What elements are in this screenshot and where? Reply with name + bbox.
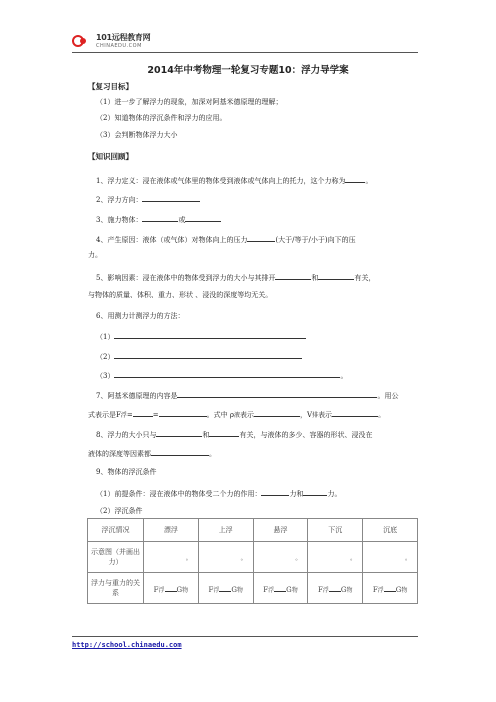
q4-text: 4、产生原因：液体（或气体）对物体向上的压力: [96, 236, 248, 244]
row-label: 浮力与重力的关系: [88, 573, 144, 604]
relation-blank[interactable]: [329, 583, 341, 592]
section-heading-review: 【知识回顾】: [88, 152, 133, 161]
q1-blank[interactable]: [345, 174, 365, 183]
q7-rep-1: 表示: [239, 411, 254, 419]
page-title: 2014年中考物理一轮复习专题10：浮力导学案: [147, 65, 349, 76]
q9-blank-2[interactable]: [303, 487, 327, 496]
q7-eq-1: =: [126, 411, 133, 419]
rel-gsub: 物: [236, 586, 243, 594]
q5-and: 和: [311, 274, 319, 282]
q7-formula: 式表示是F: [88, 411, 121, 419]
q6-blank-1[interactable]: [114, 330, 306, 339]
header-divider: [72, 52, 418, 53]
q1-text: 1、浮力定义：浸在液体或气体里的物体受到液体或气体向上的托力，这个力称为: [96, 177, 346, 185]
q4-cont: 力。: [88, 251, 102, 259]
footer-link[interactable]: http://school.chinaedu.com: [72, 641, 182, 649]
q7-sub-v: 排: [312, 412, 319, 419]
table-header: 上浮: [198, 519, 253, 542]
q6-line: 6、用测力计测浮力的方法：: [96, 312, 185, 320]
q3-line: [96, 213, 221, 225]
diagram-cell[interactable]: [144, 542, 199, 573]
goal-3: （3）会判断物体浮力大小: [96, 131, 178, 139]
q8-text-2: 有关，与液体的多少、容器的形状、浸没在: [239, 431, 373, 439]
relation-blank[interactable]: [165, 583, 177, 592]
q7-sub-f: 浮: [120, 412, 127, 419]
table-header: 沉底: [363, 519, 418, 542]
q3-blank-1[interactable]: [142, 213, 178, 222]
table-header-row: [88, 519, 418, 542]
relation-cell[interactable]: [308, 573, 363, 604]
rel-g: G: [231, 585, 237, 594]
q8-cont: [88, 447, 216, 459]
q2-blank[interactable]: [142, 193, 200, 202]
q6-item-3-label: （3）: [96, 372, 115, 380]
site-logo: [72, 34, 150, 50]
logo-sub: CHINAEDU.COM: [96, 43, 142, 49]
q9-2-line: （2）浮沉条件: [96, 507, 143, 515]
rel-gsub: 物: [182, 586, 189, 594]
q5-blank-2[interactable]: [318, 271, 354, 280]
q8-and: 和: [202, 431, 210, 439]
relation-cell[interactable]: [144, 573, 199, 604]
q9-1-and: 力和: [289, 490, 304, 498]
cell-mark: 。: [185, 554, 192, 562]
rel-f: F: [208, 585, 214, 594]
q6-blank-2[interactable]: [114, 350, 302, 359]
float-sink-table: [87, 518, 418, 604]
q9-1-end: 力。: [327, 490, 342, 498]
q5-line: [96, 271, 375, 283]
q7-blank-4[interactable]: [254, 408, 300, 417]
section-heading-goals: 【复习目标】: [88, 82, 133, 91]
q9-line: 9、物体的浮沉条件: [96, 468, 157, 476]
q8-end: 。: [209, 450, 216, 458]
q8-blank-1[interactable]: [156, 428, 202, 437]
rel-fsub: 浮: [158, 586, 165, 594]
diagram-cell[interactable]: [308, 542, 363, 573]
relation-cell[interactable]: [253, 573, 308, 604]
q9-blank-1[interactable]: [261, 487, 289, 496]
q7-blank-1[interactable]: [177, 389, 377, 398]
q7-rep-2: 表示: [318, 411, 333, 419]
q3-blank-2[interactable]: [185, 213, 221, 222]
row-label: 示意图（并画出力）: [88, 542, 144, 573]
q1-line: [96, 174, 372, 186]
diagram-cell[interactable]: [253, 542, 308, 573]
goal-1: （1）进一步了解浮力的现象，加深对阿基米德原理的理解；: [96, 98, 283, 106]
q2-line: [96, 193, 200, 205]
relation-cell[interactable]: [363, 573, 418, 604]
q7-line: [96, 389, 398, 401]
table-header: 下沉: [308, 519, 363, 542]
q9-1-text: （1）前提条件：浸在液体中的物体受二个力的作用：: [96, 490, 262, 498]
rel-f: F: [318, 585, 323, 594]
rel-gsub: 物: [401, 586, 408, 594]
q5-text: 5、影响因素：浸在液体中的物体受到浮力的大小与其排开: [96, 274, 276, 282]
q7-blank-3[interactable]: [159, 408, 207, 417]
q8-text-3: 液体的深度等因素都: [88, 450, 151, 458]
q5-text-2: 有关，: [354, 274, 376, 282]
table-row: [88, 542, 418, 573]
q9-1-line: [96, 487, 341, 499]
rel-g: G: [176, 585, 183, 594]
logo-icon: [72, 34, 94, 50]
q4-text-2: (大于/等于/小于)向下的压: [275, 236, 356, 244]
q4-line: [96, 233, 356, 245]
rel-f: F: [263, 585, 269, 594]
cell-mark: 。: [350, 554, 357, 562]
rel-gsub: 物: [346, 586, 353, 594]
rel-fsub: 浮: [377, 586, 384, 594]
cell-mark: 。: [295, 554, 302, 562]
q5-cont: 与物体的质量、体积、重力、形状 、浸没的深度等均无关。: [88, 291, 273, 299]
q7-text-2: 。用公: [377, 392, 399, 400]
q7-cont: [88, 408, 385, 421]
footer-divider: [72, 636, 418, 637]
relation-blank[interactable]: [219, 583, 231, 592]
q7-v: ，V: [299, 411, 313, 419]
q2-text: 2、浮力方向：: [96, 196, 143, 204]
cell-mark: 。: [404, 554, 411, 562]
q7-blank-5[interactable]: [332, 408, 378, 417]
rel-g: G: [286, 585, 292, 594]
q8-text: 8、浮力的大小只与: [96, 431, 157, 439]
q4-blank[interactable]: [247, 233, 275, 242]
diagram-cell[interactable]: [198, 542, 253, 573]
q6-item-2-label: （2）: [96, 353, 115, 361]
q6-blank-3[interactable]: [114, 369, 340, 378]
logo-brand: 101远程教育网: [96, 33, 151, 42]
table-row: [88, 573, 418, 604]
table-header: 漂浮: [144, 519, 199, 542]
q6-item-2: [96, 350, 302, 362]
q7-blank-2[interactable]: [133, 408, 153, 417]
q7-eq-2: =: [152, 411, 159, 419]
q5-blank-1[interactable]: [275, 271, 311, 280]
goal-2: （2）知道物体的浮沉条件和浮力的应用。: [96, 114, 227, 122]
diagram-cell[interactable]: [363, 542, 418, 573]
q3-text: 3、施力物体：: [96, 216, 143, 224]
q1-end: 。: [365, 177, 373, 185]
cell-mark: 。: [240, 554, 247, 562]
q7-rho: 。式中 ρ: [206, 411, 234, 419]
rel-fsub: 浮: [268, 586, 275, 594]
table-header: 浮沉情况: [88, 519, 144, 542]
rel-fsub: 浮: [322, 586, 329, 594]
relation-cell[interactable]: [198, 573, 253, 604]
q6-item-3: [96, 369, 347, 381]
q7-end: 。: [378, 411, 386, 419]
rel-g: G: [395, 585, 402, 594]
rel-g: G: [340, 585, 347, 594]
rel-gsub: 物: [291, 586, 298, 594]
q3-or: 或: [178, 216, 186, 224]
q7-sub-rho: 液: [233, 412, 240, 419]
q8-line: [96, 428, 372, 440]
rel-fsub: 浮: [213, 586, 220, 594]
table-header: 悬浮: [253, 519, 308, 542]
rel-f: F: [372, 585, 378, 594]
q6-end: 。: [340, 372, 348, 380]
relation-blank[interactable]: [384, 583, 396, 592]
q7-text: 7、阿基米德原理的内容是: [96, 392, 178, 400]
relation-blank[interactable]: [274, 583, 286, 592]
q8-blank-3[interactable]: [151, 447, 209, 456]
q8-blank-2[interactable]: [209, 428, 239, 437]
q6-item-1: [96, 330, 306, 342]
q6-item-1-label: （1）: [96, 333, 115, 341]
rel-f: F: [153, 585, 159, 594]
